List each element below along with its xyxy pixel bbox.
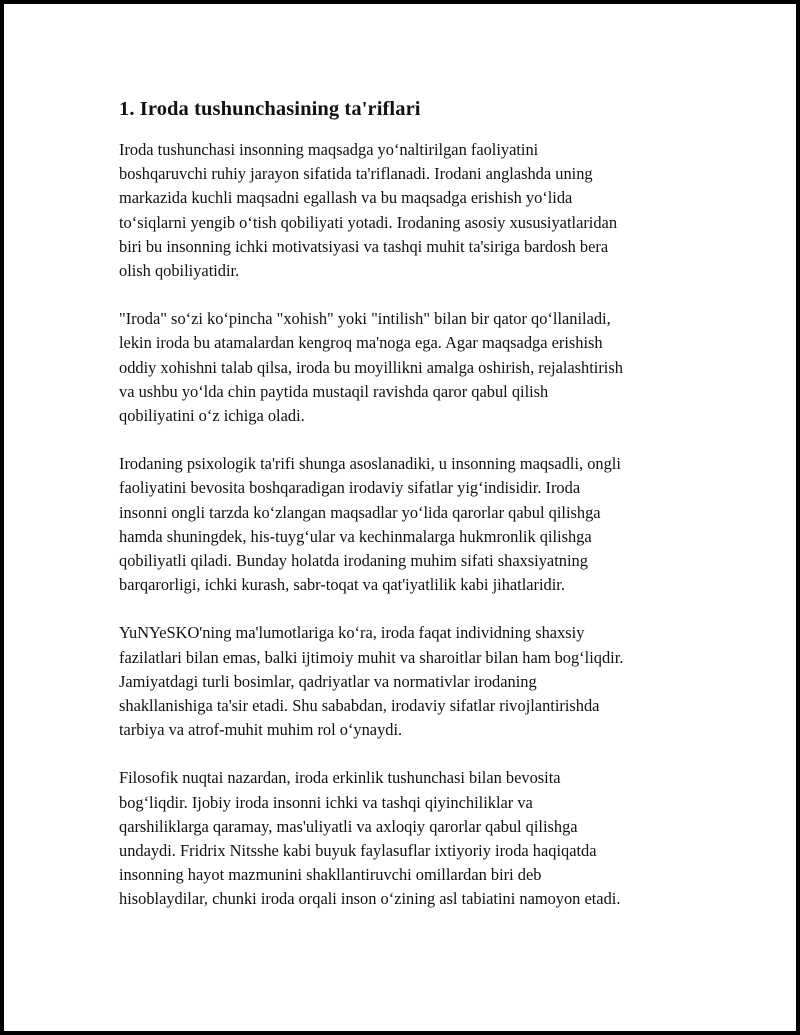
text-line: Iroda tushunchasi insonning maqsadga yo‘naltirilgan faoliyatini (119, 140, 539, 159)
text-line: YuNYeSKO'ning ma'lumotlariga ko‘ra, iroda faqat individning shaxsiy (119, 623, 585, 643)
text-line: hisoblaydilar, chunki iroda orqali inson o‘zining asl tabiatini namoyon etadi. (119, 889, 621, 909)
text-line: oddiy xohishni talab qilsa, iroda bu moyillikni amalga oshirish, rejalashtirish (119, 357, 623, 377)
text-line: Filosofik nuqtai nazardan, iroda erkinlik tushunchasi bilan bevosita (119, 768, 561, 788)
text-line: Jamiyatdagi turli bosimlar, qadriyatlar va normativlar irodaning (119, 671, 537, 691)
text-line: va ushbu yo‘lda chin paytida mustaqil ravishda qaror qabul qilish (119, 381, 549, 401)
paragraph-3 (119, 452, 699, 597)
text-line: undaydi. Fridrix Nitsshe kabi buyuk faylasuflar ixtiyoriy iroda haqiqatda (119, 841, 597, 861)
text-line: "Iroda" so‘zi ko‘pincha "xohish" yoki "intilish" bilan bir qator qo‘llaniladi, (119, 309, 611, 329)
text-line: fazilatlari bilan emas, balki ijtimoiy muhit va sharoitlar bilan ham bog‘liqdir. (119, 647, 624, 667)
text-line: olish qobiliyatidir. (119, 261, 240, 281)
paragraph-5 (119, 766, 699, 911)
document-body (119, 94, 699, 936)
text-line: insonni ongli tarzda ko‘zlangan maqsadlar yo‘lida qarorlar qabul qilishga (119, 502, 601, 522)
paragraph-2 (119, 307, 699, 428)
text-line: biri bu insonning ichki motivatsiyasi va tashqi muhit ta'siriga bardosh bera (119, 236, 609, 256)
text-line: qobiliyatli qiladi. Bunday holatda irodaning muhim sifati shaxsiyatning (119, 551, 588, 571)
text-line: faoliyatini bevosita boshqaradigan irodaviy sifatlar yig‘indisidir. Iroda (119, 478, 581, 498)
section-heading: 1. Iroda tushunchasining ta'riflari (119, 98, 421, 120)
text-line: qobiliyatini o‘z ichiga oladi. (119, 406, 305, 426)
text-line: tarbiya va atrof-muhit muhim rol o‘ynaydi. (119, 720, 403, 740)
text-line: bog‘liqdir. Ijobiy iroda insonni ichki va tashqi qiyinchiliklar va (119, 792, 533, 812)
paragraph-4 (119, 621, 699, 742)
text-line: to‘siqlarni yengib o‘tish qobiliyati yotadi. Irodaning asosiy xususiyatlaridan (119, 212, 618, 232)
text-line: hamda shuningdek, his-tuyg‘ular va kechinmalarga hukmronlik qilishga (119, 526, 592, 546)
text-line: Irodaning psixologik ta'rifi shunga asoslanadiki, u insonning maqsadli, ongli (119, 454, 621, 474)
text-line: boshqaruvchi ruhiy jarayon sifatida ta'riflanadi. Irodani anglashda uning (119, 164, 593, 184)
text-line: barqarorligi, ichki kurash, sabr-toqat va qat'iyatlilik kabi jihatlaridir. (119, 575, 565, 595)
text-line: lekin iroda bu atamalardan kengroq ma'noga ega. Agar maqsadga erishish (119, 333, 603, 353)
text-line: shakllanishiga ta'sir etadi. Shu sababdan, irodaviy sifatlar rivojlantirishda (119, 696, 600, 716)
paragraph-1 (119, 138, 699, 283)
text-line: qarshiliklarga qaramay, mas'uliyatli va axloqiy qarorlar qabul qilishga (119, 816, 578, 836)
text-line: insonning hayot mazmunini shakllantiruvchi omillardan biri deb (119, 865, 542, 885)
text-line: markazida kuchli maqsadni egallash va bu maqsadga erishish yo‘lida (119, 188, 573, 208)
